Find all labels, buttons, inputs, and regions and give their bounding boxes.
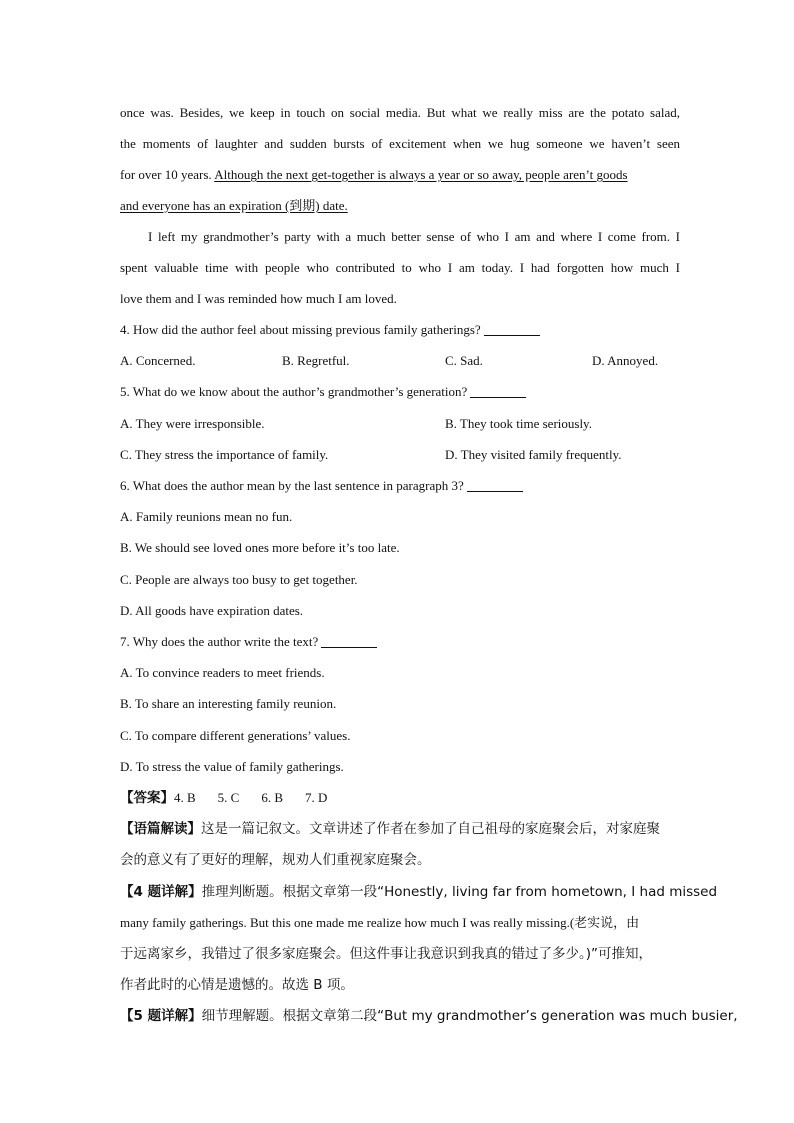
- answer-item: 6. B: [261, 790, 284, 805]
- underlined-sentence: Although the next get-together is always a year or so away, people aren’t goods: [214, 167, 628, 182]
- answer-blank: [321, 635, 377, 648]
- option: C. Sad.: [445, 353, 483, 368]
- passage-line: [120, 198, 680, 214]
- explanation-text: 细节理解题。根据文章第二段“But my grandmother’s generation was much busier,: [201, 1008, 738, 1024]
- question-text: 4. How did the author feel about missing previous family gatherings?: [120, 322, 481, 337]
- passage-line: [120, 167, 680, 183]
- analysis-line: [120, 821, 680, 837]
- explanation-line: many family gatherings. But this one made me realize how much I was really missing.(老实说，由: [120, 915, 640, 930]
- option: A. Concerned.: [120, 353, 196, 368]
- explanation-text: 推理判断题。根据文章第一段“Honestly, living far from hometown, I had missed: [201, 884, 718, 900]
- passage-line: love them and I was reminded how much I am loved.: [120, 291, 397, 306]
- question-stem: [120, 634, 680, 650]
- option: B. Regretful.: [282, 353, 350, 368]
- explanation-line: [120, 1008, 738, 1024]
- explanation-line: [120, 884, 718, 900]
- question-text: 5. What do we know about the author’s grandmother’s generation?: [120, 384, 468, 399]
- answer-blank: [484, 323, 540, 336]
- explanation-label: 【5 题详解】: [120, 1008, 202, 1024]
- option: D. To stress the value of family gatherings.: [120, 759, 344, 774]
- question-text: 6. What does the author mean by the last sentence in paragraph 3?: [120, 478, 464, 493]
- answer-blank: [470, 385, 526, 398]
- question-stem: [120, 478, 680, 494]
- passage-line: I left my grandmother’s party with a much better sense of who I am and where I come from. I: [148, 229, 680, 244]
- option: C. To compare different generations’ values.: [120, 728, 351, 743]
- option: A. To convince readers to meet friends.: [120, 665, 325, 680]
- question-text: 7. Why does the author write the text?: [120, 634, 319, 649]
- question-stem: [120, 322, 680, 338]
- underlined-sentence: and everyone has an expiration (到期) date.: [120, 198, 348, 213]
- explanation-line: 作者此时的心情是遗憾的。故选 B 项。: [120, 977, 354, 993]
- answer-label: 【答案】: [120, 790, 174, 806]
- option: D. Annoyed.: [592, 353, 659, 368]
- explanation-line: 于远离家乡，我错过了很多家庭聚会。但这件事让我意识到我真的错过了多少。)”可推知，: [120, 946, 653, 962]
- option: A. Family reunions mean no fun.: [120, 509, 293, 524]
- option: D. All goods have expiration dates.: [120, 603, 304, 618]
- answer-item: 7. D: [305, 790, 328, 805]
- passage-line: spent valuable time with people who contributed to who I am today. I had forgotten how much I: [120, 260, 680, 275]
- answer-item: 4. B: [174, 790, 196, 805]
- passage-text: for over 10 years.: [120, 167, 215, 182]
- option: C. People are always too busy to get together.: [120, 572, 358, 587]
- option: A. They were irresponsible.: [120, 416, 265, 431]
- analysis-text: 这是一篇记叙文。文章讲述了作者在参加了自己祖母的家庭聚会后，对家庭聚: [201, 821, 660, 837]
- answer-item: 5. C: [217, 790, 240, 805]
- option: C. They stress the importance of family.: [120, 447, 329, 462]
- question-stem: [120, 384, 680, 400]
- answer-blank: [467, 479, 523, 492]
- analysis-label: 【语篇解读】: [120, 821, 201, 837]
- option: B. They took time seriously.: [445, 416, 592, 431]
- answer-key: [120, 790, 680, 806]
- analysis-line: 会的意义有了更好的理解，规劝人们重视家庭聚会。: [120, 852, 431, 868]
- explanation-label: 【4 题详解】: [120, 884, 202, 900]
- passage-line: once was. Besides, we keep in touch on social media. But what we really miss are the potato salad,: [120, 105, 680, 120]
- option: D. They visited family frequently.: [445, 447, 622, 462]
- passage-line: the moments of laughter and sudden bursts of excitement when we hug someone we haven’t seen: [120, 136, 680, 151]
- option: B. We should see loved ones more before it’s too late.: [120, 540, 400, 555]
- option: B. To share an interesting family reunion.: [120, 696, 337, 711]
